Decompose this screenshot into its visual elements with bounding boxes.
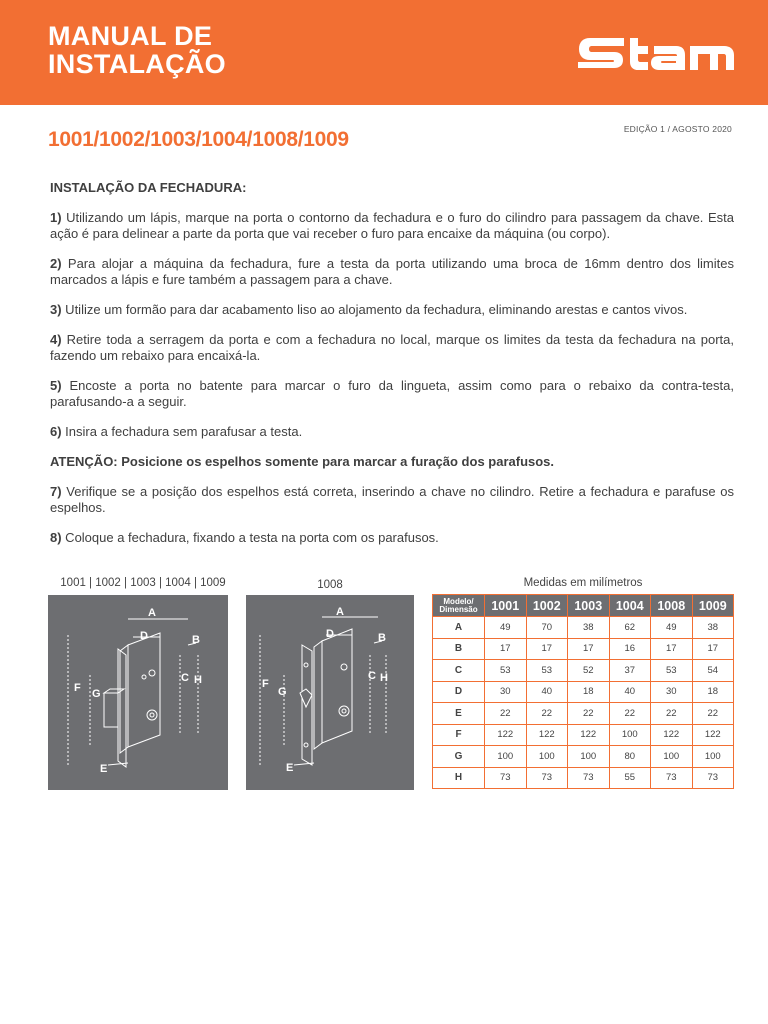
- dimension-value: 22: [651, 703, 693, 725]
- step-text: Encoste a porta no batente para marcar o furo da lingueta, assim como para o rebaixo da contra-testa, parafusando-a a seguir.: [50, 378, 734, 409]
- dimension-value: 122: [651, 724, 693, 746]
- dimension-label: H: [433, 767, 485, 789]
- dimension-value: 30: [485, 681, 527, 703]
- step-text: Insira a fechadura sem parafusar a testa.: [61, 424, 303, 439]
- corner-line2: Dimensão: [439, 604, 478, 614]
- step-3: [50, 302, 734, 318]
- dimension-value: 17: [485, 638, 527, 660]
- section-title: INSTALAÇÃO DA FECHADURA:: [50, 180, 247, 195]
- dimension-label: G: [433, 746, 485, 768]
- step-text: Coloque a fechadura, fixando a testa na porta com os parafusos.: [61, 530, 439, 545]
- manual-title-line2: INSTALAÇÃO: [48, 49, 226, 79]
- dimension-value: 54: [692, 660, 734, 682]
- stam-logo: [574, 30, 736, 76]
- dimension-value: 17: [526, 638, 568, 660]
- dimension-value: 70: [526, 617, 568, 639]
- step-1: [50, 210, 734, 242]
- dimension-value: 55: [609, 767, 651, 789]
- label-H: H: [194, 674, 202, 686]
- step-number: 2): [50, 256, 62, 271]
- dimension-value: 49: [651, 617, 693, 639]
- dimension-value: 73: [651, 767, 693, 789]
- model-header: 1009: [692, 595, 734, 617]
- dimension-label: F: [433, 724, 485, 746]
- label-F: F: [262, 678, 269, 690]
- manual-title: [48, 22, 226, 78]
- table-row: [433, 638, 734, 660]
- lock-diagram-left: [48, 595, 228, 790]
- label-C: C: [181, 672, 189, 684]
- table-row: [433, 660, 734, 682]
- dimension-value: 62: [609, 617, 651, 639]
- step-number: 1): [50, 210, 62, 225]
- step-4: [50, 332, 734, 364]
- dimension-value: 30: [651, 681, 693, 703]
- model-header: 1004: [609, 595, 651, 617]
- table-header-row: [433, 595, 734, 617]
- step-text: Para alojar a máquina da fechadura, fure a testa da porta utilizando uma broca de 16mm dentro dos limites marcados a lápis e fure também a passagem para a chave.: [50, 256, 734, 287]
- label-D: D: [140, 630, 148, 642]
- dimension-value: 100: [568, 746, 610, 768]
- dimension-label: A: [433, 617, 485, 639]
- step-5: [50, 378, 734, 410]
- step-number: 3): [50, 302, 62, 317]
- table-caption: Medidas em milímetros: [523, 577, 643, 589]
- table-row: [433, 617, 734, 639]
- step-6: [50, 424, 734, 440]
- dimension-value: 18: [568, 681, 610, 703]
- dimension-label: B: [433, 638, 485, 660]
- dimensions-grid: [432, 594, 734, 789]
- dimension-label: E: [433, 703, 485, 725]
- dimension-value: 53: [485, 660, 527, 682]
- label-G: G: [92, 688, 101, 700]
- dimension-value: 38: [692, 617, 734, 639]
- dimension-value: 100: [609, 724, 651, 746]
- step-number: 5): [50, 378, 62, 393]
- dimension-label: D: [433, 681, 485, 703]
- table-row: [433, 703, 734, 725]
- edition-label: EDIÇÃO 1 / AGOSTO 2020: [623, 124, 732, 134]
- step-text: Utilize um formão para dar acabamento liso ao alojamento da fechadura, eliminando arestas e cantos vivos.: [61, 302, 688, 317]
- corner-header: [433, 595, 485, 617]
- manual-title-line1: MANUAL DE: [48, 21, 213, 51]
- dimension-value: 37: [609, 660, 651, 682]
- label-E: E: [286, 762, 294, 774]
- label-H: H: [380, 672, 388, 684]
- step-text: Retire toda a serragem da porta e com a fechadura no local, marque os limites da testa da fechadura na porta, fazendo um rebaixo para encaixá-la.: [50, 332, 734, 363]
- dimension-value: 17: [568, 638, 610, 660]
- dimension-value: 16: [609, 638, 651, 660]
- model-header: 1001: [485, 595, 527, 617]
- model-header: 1002: [526, 595, 568, 617]
- dimension-value: 38: [568, 617, 610, 639]
- step-number: 6): [50, 424, 62, 439]
- label-A: A: [336, 606, 344, 618]
- dimension-value: 122: [568, 724, 610, 746]
- dimension-value: 100: [485, 746, 527, 768]
- model-header: 1008: [651, 595, 693, 617]
- label-F: F: [74, 682, 81, 694]
- dimension-value: 22: [485, 703, 527, 725]
- table-row: [433, 767, 734, 789]
- dimension-value: 18: [692, 681, 734, 703]
- dimension-value: 80: [609, 746, 651, 768]
- dimension-value: 100: [651, 746, 693, 768]
- label-D: D: [326, 628, 334, 640]
- dimension-value: 100: [692, 746, 734, 768]
- attention-note: ATENÇÃO: Posicione os espelhos somente para marcar a furação dos parafusos.: [50, 454, 555, 469]
- label-A: A: [148, 607, 156, 619]
- dimension-value: 73: [568, 767, 610, 789]
- dimension-value: 122: [485, 724, 527, 746]
- dimension-value: 22: [568, 703, 610, 725]
- dimension-value: 22: [609, 703, 651, 725]
- dimension-value: 73: [692, 767, 734, 789]
- lock-drawing-left: [48, 595, 228, 790]
- figure-caption-right: 1008: [317, 579, 343, 591]
- dimension-value: 52: [568, 660, 610, 682]
- label-B: B: [378, 632, 386, 644]
- label-B: B: [192, 634, 200, 646]
- table-row: [433, 724, 734, 746]
- product-models-title: 1001/1002/1003/1004/1008/1009: [48, 128, 349, 151]
- step-2: [50, 256, 734, 288]
- dimension-value: 100: [526, 746, 568, 768]
- corner-line1: Modelo/: [443, 596, 474, 606]
- instructions-text: [50, 180, 734, 560]
- label-C: C: [368, 670, 376, 682]
- dimension-value: 22: [526, 703, 568, 725]
- dimension-value: 22: [692, 703, 734, 725]
- table-row: [433, 681, 734, 703]
- step-number: 4): [50, 332, 62, 347]
- lock-diagram-right: [246, 595, 414, 790]
- table-body: [433, 617, 734, 789]
- dimension-value: 73: [485, 767, 527, 789]
- dimension-value: 53: [651, 660, 693, 682]
- step-8: [50, 530, 734, 546]
- dimension-value: 40: [609, 681, 651, 703]
- step-7: [50, 484, 734, 516]
- label-E: E: [100, 763, 108, 775]
- figure-caption-left: 1001 | 1002 | 1003 | 1004 | 1009: [60, 577, 226, 589]
- dimension-value: 49: [485, 617, 527, 639]
- header-banner: [0, 0, 768, 105]
- dimension-label: C: [433, 660, 485, 682]
- dimension-value: 40: [526, 681, 568, 703]
- label-G: G: [278, 686, 287, 698]
- dimension-value: 53: [526, 660, 568, 682]
- dimension-value: 17: [651, 638, 693, 660]
- dimension-value: 73: [526, 767, 568, 789]
- step-number: 7): [50, 484, 62, 499]
- step-text: Verifique se a posição dos espelhos está correta, inserindo a chave no cilindro. Retire a fechadura e parafuse os espelhos.: [50, 484, 734, 515]
- table-row: [433, 746, 734, 768]
- step-number: 8): [50, 530, 62, 545]
- lock-drawing-right: [246, 595, 414, 790]
- dimension-value: 17: [692, 638, 734, 660]
- dimension-value: 122: [692, 724, 734, 746]
- dimension-value: 122: [526, 724, 568, 746]
- step-text: Utilizando um lápis, marque na porta o contorno da fechadura e o furo do cilindro para passagem da chave. Esta ação é para delinear a parte da porta que vai receber o furo para encaixe da máquina (ou corpo).: [50, 210, 734, 241]
- dimensions-table: [432, 594, 734, 789]
- model-header: 1003: [568, 595, 610, 617]
